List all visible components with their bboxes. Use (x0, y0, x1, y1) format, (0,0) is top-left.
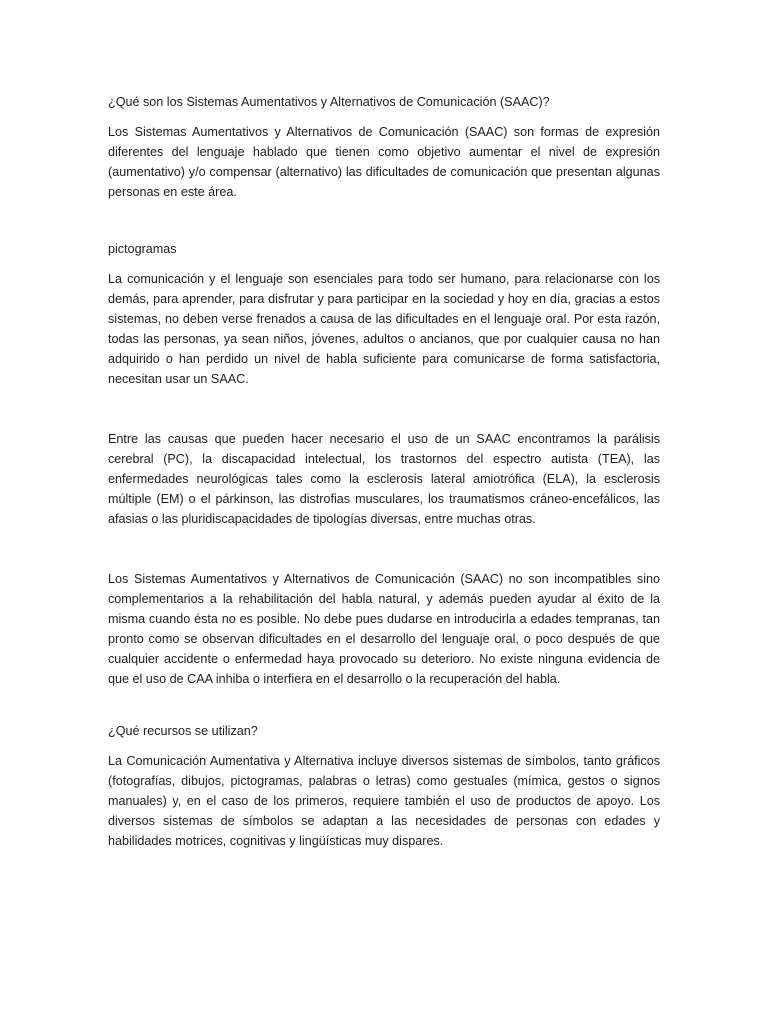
paragraph-communication-importance: La comunicación y el lenguaje son esenciales para todo ser humano, para relacionarse con los demás, para aprender, para disfrutar y para participar en la sociedad y hoy en día, gracias a estos sistemas, no deben verse frenados a causa de las dificultades en el lenguaje oral. Por esta razón, todas las personas, ya sean niños, jóvenes, adultos o ancianos, que por cualquier causa no han adquirido o han perdido un nivel de habla suficiente para comunicarse de forma satisfactoria, necesitan usar un SAAC. (108, 272, 660, 386)
section-heading-pictogramas: pictogramas (108, 242, 177, 256)
paragraph-complementary: Los Sistemas Aumentativos y Alternativos de Comunicación (SAAC) no son incompatibles sino complementarios a la rehabilitación del habla natural, y además pueden ayudar al éxito de la misma cuando ésta no es posible. No debe pues dudarse en introducirla a edades tempranas, tan pronto como se observan dificultades en el desarrollo del lenguaje oral, o poco después de que cualquier accidente o enfermedad haya provocado su deterioro. No existe ninguna evidencia de que el uso de CAA inhiba o interfiera en el desarrollo o la recuperación del habla. (108, 572, 660, 686)
section-heading-saac: ¿Qué son los Sistemas Aumentativos y Alternativos de Comunicación (SAAC)? (108, 95, 550, 109)
section-heading-recursos: ¿Qué recursos se utilizan? (108, 724, 258, 738)
paragraph-resources: La Comunicación Aumentativa y Alternativa incluye diversos sistemas de símbolos, tanto gráficos (fotografías, dibujos, pictogramas, palabras o letras) como gestuales (mímica, gestos o signos manuales) y, en el caso de los primeros, requiere también el uso de productos de apoyo. Los diversos sistemas de símbolos se adaptan a las necesidades de personas con edades y habilidades motrices, cognitivas y lingüísticas muy dispares. (108, 754, 660, 848)
paragraph-causes: Entre las causas que pueden hacer necesario el uso de un SAAC encontramos la parálisis cerebral (PC), la discapacidad intelectual, los trastornos del espectro autista (TEA), las enfermedades neurológicas tales como la esclerosis lateral amiotrófica (ELA), la esclerosis múltiple (EM) o el párkinson, las distrofias musculares, los traumatismos cráneo-encefálicos, las afasias o las pluridiscapacidades de tipologías diversas, entre muchas otras. (108, 432, 660, 526)
paragraph-saac-definition: Los Sistemas Aumentativos y Alternativos de Comunicación (SAAC) son formas de expresión diferentes del lenguaje hablado que tienen como objetivo aumentar el nivel de expresión (aumentativo) y/o compensar (alternativo) las dificultades de comunicación que presentan algunas personas en este área. (108, 125, 660, 199)
document-page (108, 92, 660, 851)
